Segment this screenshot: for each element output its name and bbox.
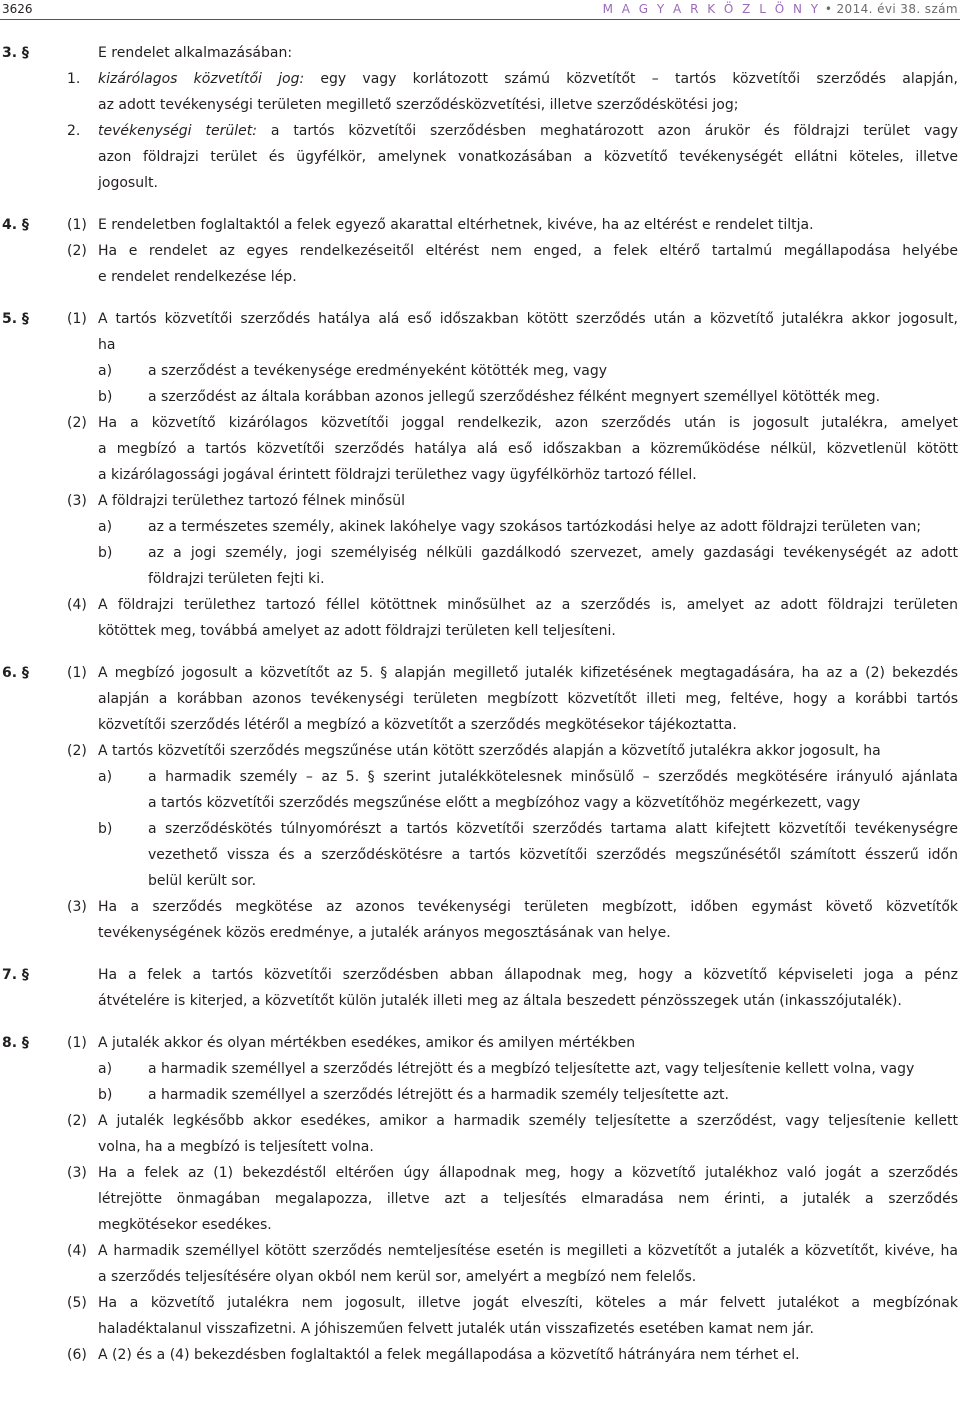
journal-title [603,1,958,17]
paragraph-number: (6) [67,1347,87,1363]
paragraph-number: (2) [67,743,87,759]
paragraph-line: Ha a felek az (1) bekezdéstől eltérően úgy állapodnak meg, hogy a közvetítő jutalékhoz való jogát a szerződés (3) [98,1160,958,1186]
paragraph-line: volna, ha a megbízó is teljesített volna. [98,1139,374,1155]
definition-line [98,170,958,196]
list-item-letter: a) [98,519,113,535]
section-number: 8. § [2,1035,29,1051]
paragraph-line: A jutalék akkor és olyan mértékben esedékes, amikor és amilyen mértékben (1) [98,1030,958,1056]
section-spacer [0,1014,960,1030]
definition-line [67,66,958,92]
paragraph-number: (3) [67,493,87,509]
paragraph-line: A földrajzi területhez tartozó féllel kötöttnek minősülhet az a szerződés is, amelyet az adott földrajzi területen (4) [98,592,958,618]
paragraph-line: Ha a közvetítő jutalékra nem jogosult, illetve jogát elveszíti, köteles a már felvett jutalékot a megbízónak (5) [98,1290,958,1316]
list-item-letter: b) [98,1087,113,1103]
list-item-line: a tartós közvetítői szerződés megszűnése előtt a megbízóhoz vagy a közvetítőhöz megérkezett, vagy [148,795,861,811]
paragraph-line: a szerződés teljesítésére olyan okból nem kerül sor, amelyért a megbízó nem felelős. [98,1269,697,1285]
section-number: 6. § [2,665,29,681]
page-number: 3626 [2,2,33,16]
paragraph-number: (1) [67,665,87,681]
paragraph-line: a megbízó a tartós közvetítői szerződés hatálya alá eső időszakban a közreműködése nélkül, közvetlenül kötött [98,441,958,457]
list-item-letter: a) [98,363,113,379]
defined-term: tevékenységi terület: [98,123,257,139]
paragraph-line: A (2) és a (4) bekezdésben foglaltaktól a felek megállapodása a közvetítő hátrányára nem térhet el. (6) [98,1342,958,1368]
list-item-line: földrajzi területen fejti ki. [148,571,325,587]
item-number: 2. [67,123,81,139]
section-number: 7. § [2,967,29,983]
paragraph-number: (4) [67,597,87,613]
journal-name: M A G Y A R K Ö Z L Ö N Y [602,2,821,16]
list-item-line: a szerződést az általa korábban azonos jellegű szerződéshez félként megnyert személlyel kötötték meg. b) [148,384,958,410]
section-4 [0,212,960,290]
section-8 [0,1030,960,1368]
definition-text: egy vagy korlátozott számú közvetítőt – tartós közvetítői szerződés alapján, [304,71,958,87]
definition-line [98,92,958,118]
paragraph-number: (1) [67,311,87,327]
document-body [0,40,960,1368]
section-number: 3. § [2,45,29,61]
list-item-letter: b) [98,821,113,837]
paragraph-line: kötöttek meg, továbbá amelyet az adott földrajzi területen kell teljesíteni. [98,623,616,639]
paragraph-line: Ha a közvetítő kizárólagos közvetítői joggal rendelkezik, azon szerződés után is jogosult jutalékra, amelyet (2) [98,410,958,436]
paragraph-line: haladéktalanul visszafizetni. A jóhiszeműen felvett jutalék után visszafizetés esetében kamat nem jár. [98,1321,814,1337]
list-item-line: a harmadik személlyel a szerződés létrejött és a megbízó teljesítette azt, vagy teljesítenie kellett volna, vagy a) [148,1056,958,1082]
paragraph-line: alapján a korábban azonos tevékenységi területen megbízott közvetítőt illeti meg, feltéve, hogy a korábbi tartós [98,691,958,707]
list-item-line: az a jogi személy, jogi személyiség nélküli gazdálkodó szervezet, amely gazdasági tevékenységét az adott b) [148,540,958,566]
paragraph-line: A tartós közvetítői szerződés megszűnése után kötött szerződés alapján a közvetítő jutalékra akkor jogosult, ha (2) [98,738,958,764]
page-header [0,0,960,20]
paragraph-number: (2) [67,243,87,259]
paragraph-line: A jutalék legkésőbb akkor esedékes, amikor a harmadik személy teljesítette a szerződést, vagy teljesítenie kellett (2) [98,1108,958,1134]
definition-text: az adott tevékenységi területen megillető szerződésközvetítési, illetve szerződéskötési jog; [98,97,739,113]
item-number: 1. [67,71,81,87]
paragraph-line: A harmadik személlyel kötött szerződés nemteljesítése esetén is megilleti a közvetítőt a jutalék a közvetítőt, kivéve, ha (4) [98,1238,958,1264]
paragraph-number: (3) [67,1165,87,1181]
list-item-letter: a) [98,769,113,785]
definition-text: jogosult. [98,175,158,191]
paragraph-line: közvetítői szerződés létéről a megbízó a közvetítőt a szerződés megkötésekor tájékoztatta. [98,717,737,733]
paragraph-line: Ha e rendelet az egyes rendelkezéseitől eltérést nem enged, a felek eltérő tartalmú megállapodása helyébe (2) [98,238,958,264]
section-6 [0,660,960,946]
definition-text: a tartós közvetítői szerződésben meghatározott azon árukör és földrajzi terület vagy [256,123,958,139]
list-item-line: a harmadik személy – az 5. § szerint jutalékkötelesnek minősülő – szerződés megkötésére irányuló ajánlata a) [148,764,958,790]
paragraph-line: Ha a szerződés megkötése az azonos tevékenységi területen megbízott, időben egymást követő közvetítők (3) [98,894,958,920]
paragraph-number: (2) [67,415,87,431]
paragraph-number: (2) [67,1113,87,1129]
list-item-letter: a) [98,1061,113,1077]
list-item-line: vezethető vissza és a szerződéskötésre a tartós közvetítői szerződés megszűnésétől számított ésszerű időn [148,847,958,863]
paragraph-number: (4) [67,1243,87,1259]
paragraph-line: megkötésekor esedékes. [98,1217,272,1233]
list-item-letter: b) [98,389,113,405]
paragraph-line: a kizárólagossági jogával érintett földrajzi területhez vagy ügyfélkörhöz tartozó féllel. [98,467,697,483]
paragraph-number: (1) [67,1035,87,1051]
list-item-line: a harmadik személlyel a szerződés létrejött és a harmadik személy teljesítette azt. b) [148,1082,958,1108]
section-intro: E rendelet alkalmazásában: [98,45,293,61]
section-spacer [0,644,960,660]
list-item-letter: b) [98,545,113,561]
list-item-line: az a természetes személy, akinek lakóhelye vagy szokásos tartózkodási helye az adott földrajzi területen van; a) [148,514,958,540]
paragraph-line: átvételére is kiterjed, a közvetítőt külön jutalék illeti meg az általa beszedett pénzösszegek után (inkasszójutalék). [98,993,902,1009]
definition-line [98,144,958,170]
header-rule [0,19,960,20]
paragraph-number: (1) [67,217,87,233]
section-3 [0,40,960,196]
paragraph-line: e rendelet rendelkezése lép. [98,269,297,285]
paragraph-number: (3) [67,899,87,915]
section-spacer [0,946,960,962]
list-item-line: belül került sor. [148,873,257,889]
paragraph-line: E rendeletben foglaltaktól a felek egyező akarattal eltérhetnek, kivéve, ha az eltérést e rendelet tiltja. (1) [98,212,958,238]
section-7 [0,962,960,1014]
issue-label: • 2014. évi 38. szám [824,2,958,16]
paragraph-line: tevékenységének közös eredménye, a jutalék arányos megosztásának van helye. [98,925,671,941]
section-number: 5. § [2,311,29,327]
paragraph-line: A tartós közvetítői szerződés hatálya alá eső időszakban kötött szerződés után a közvetítő jutalékra akkor jogosult, (1) [98,306,958,332]
list-item-line: a szerződéskötés túlnyomórészt a tartós közvetítői szerződés tartama alatt kifejtett közvetítői tevékenységre b) [148,816,958,842]
paragraph-line: A földrajzi területhez tartozó félnek minősül (3) [98,488,958,514]
list-item-line: a szerződést a tevékenysége eredményeként kötötték meg, vagy a) [148,358,958,384]
paragraph-line: A megbízó jogosult a közvetítőt az 5. § alapján megillető jutalék kifizetésének megtagadására, ha az a (2) bekezdés (1) [98,660,958,686]
section-spacer [0,290,960,306]
definition-text: azon földrajzi terület és ügyfélkör, amelynek vonatkozásában a közvetítő tevékenységét ellátni köteles, illetve [98,149,958,165]
section-5 [0,306,960,644]
paragraph-line: létrejötte önmagában megalapozza, illetve azt a teljesítés elmaradása nem érinti, a jutalék a szerződés [98,1191,958,1207]
paragraph-line: Ha a felek a tartós közvetítői szerződésben abban állapodnak meg, hogy a közvetítő képviseleti joga a pénz [98,967,958,983]
definition-line [67,118,958,144]
paragraph-number: (5) [67,1295,87,1311]
paragraph-line: ha [98,337,116,353]
defined-term: kizárólagos közvetítői jog: [98,71,305,87]
section-spacer [0,196,960,212]
section-number: 4. § [2,217,29,233]
